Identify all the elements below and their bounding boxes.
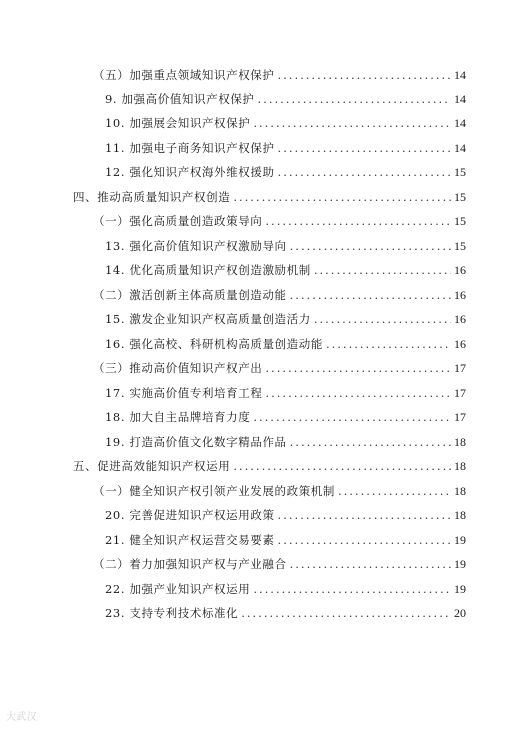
dot-leader [253,114,451,132]
toc-entry-page: 14 [454,116,466,130]
toc-entry-page: 17 [454,410,466,424]
toc-entry[interactable] [105,237,466,255]
toc-entry-title: 22. 加强产业知识产权运用 [105,582,251,596]
dot-leader [258,90,451,108]
toc-entry-page: 14 [454,92,466,106]
toc-entry[interactable] [105,408,466,426]
toc-entry-page: 16 [454,288,466,302]
toc-entry-title: 14. 优化高质量知识产权创造激励机制 [105,263,311,277]
toc-entry-page: 17 [454,386,466,400]
toc-entry-title: 五、促进高效能知识产权运用 [73,459,231,473]
toc-entry[interactable] [105,335,466,353]
toc-entry-title: 四、推动高质量知识产权创造 [73,190,231,204]
dot-leader [233,457,451,475]
dot-leader [314,261,451,279]
toc-entry-page: 19 [454,557,466,571]
dot-leader [326,335,451,353]
toc-entry-page: 18 [454,459,466,473]
toc-entry[interactable] [93,555,466,573]
dot-leader [253,408,451,426]
toc-entry-page: 20 [454,606,466,620]
toc-entry[interactable] [93,212,466,230]
toc-entry-title: 16. 强化高校、科研机构高质量创造动能 [105,337,323,351]
toc-entry[interactable] [105,433,466,451]
dot-leader [278,531,451,549]
dot-leader [241,604,451,622]
dot-leader [278,163,451,181]
toc-entry-title: 12. 强化知识产权海外维权援助 [105,165,275,179]
dot-leader [290,433,451,451]
toc-entry-page: 18 [454,435,466,449]
dot-leader [233,188,451,206]
toc-entry-page: 18 [454,484,466,498]
dot-leader [290,555,451,573]
toc-entry[interactable] [105,114,466,132]
toc-entry-title: 20. 完善促进知识产权运用政策 [105,508,275,522]
toc-entry[interactable] [105,139,466,157]
toc-entry-page: 15 [454,214,466,228]
toc-entry[interactable] [105,261,466,279]
toc-entry[interactable] [93,482,466,500]
toc-entry-title: （三）推动高价值知识产权产出 [93,361,263,375]
toc-entry-title: 10. 加强展会知识产权保护 [105,116,251,130]
toc-entry[interactable] [105,384,466,402]
dot-leader [278,66,452,84]
toc-entry[interactable] [105,310,466,328]
toc-entry-page: 17 [454,361,466,375]
toc-entry[interactable] [105,580,466,598]
toc-entry[interactable] [93,359,466,377]
toc-entry-title: （二）激活创新主体高质量创造动能 [93,288,287,302]
dot-leader [265,384,451,402]
dot-leader [278,506,451,524]
toc-entry-title: （五）加强重点领域知识产权保护 [93,68,275,82]
dot-leader [314,310,451,328]
toc-entry-page: 15 [454,165,466,179]
toc-entry-page: 19 [454,582,466,596]
dot-leader [253,580,451,598]
toc-entry-page: 16 [454,263,466,277]
toc-entry-page: 16 [454,312,466,326]
toc-entry-title: 13. 强化高价值知识产权激励导向 [105,239,287,253]
toc-entry-page: 14 [454,68,466,82]
toc-entry-title: 21. 健全知识产权运营交易要素 [105,533,275,547]
dot-leader [265,359,451,377]
toc-entry-title: 19. 打造高价值文化数字精品作品 [105,435,287,449]
toc-entry[interactable] [93,286,466,304]
toc-entry[interactable] [73,457,466,475]
toc-entry-title: 18. 加大自主品牌培育力度 [105,410,251,424]
toc-entry-page: 16 [454,337,466,351]
watermark [6,708,37,723]
toc-entry[interactable] [93,66,466,84]
toc-entry-title: 17. 实施高价值专利培育工程 [105,386,263,400]
toc-entry[interactable] [73,188,466,206]
toc-entry-title: 9. 加强高价值知识产权保护 [105,92,255,106]
toc-entry[interactable] [105,90,466,108]
toc-entry-title: 15. 激发企业知识产权高质量创造活力 [105,312,311,326]
dot-leader [265,212,451,230]
toc-entry-page: 15 [454,190,466,204]
toc-entry-title: （二）着力加强知识产权与产业融合 [93,557,287,571]
toc-entry[interactable] [105,163,466,181]
toc-entry-title: 23. 支持专利技术标准化 [105,606,239,620]
watermark-text: 大武汉 [6,712,37,723]
toc-entry-title: （一）强化高质量创造政策导向 [93,214,263,228]
toc-entry-page: 19 [454,533,466,547]
dot-leader [338,482,451,500]
dot-leader [290,286,451,304]
toc-entry-page: 18 [454,508,466,522]
dot-leader [278,139,451,157]
toc-entry-page: 14 [454,141,466,155]
toc-entry-title: （一）健全知识产权引领产业发展的政策机制 [93,484,335,498]
dot-leader [290,237,451,255]
toc-entry[interactable] [105,531,466,549]
toc-entry[interactable] [105,506,466,524]
toc-entry[interactable] [105,604,466,622]
toc-entry-title: 11. 加强电子商务知识产权保护 [105,141,275,155]
toc-entry-page: 15 [454,239,466,253]
